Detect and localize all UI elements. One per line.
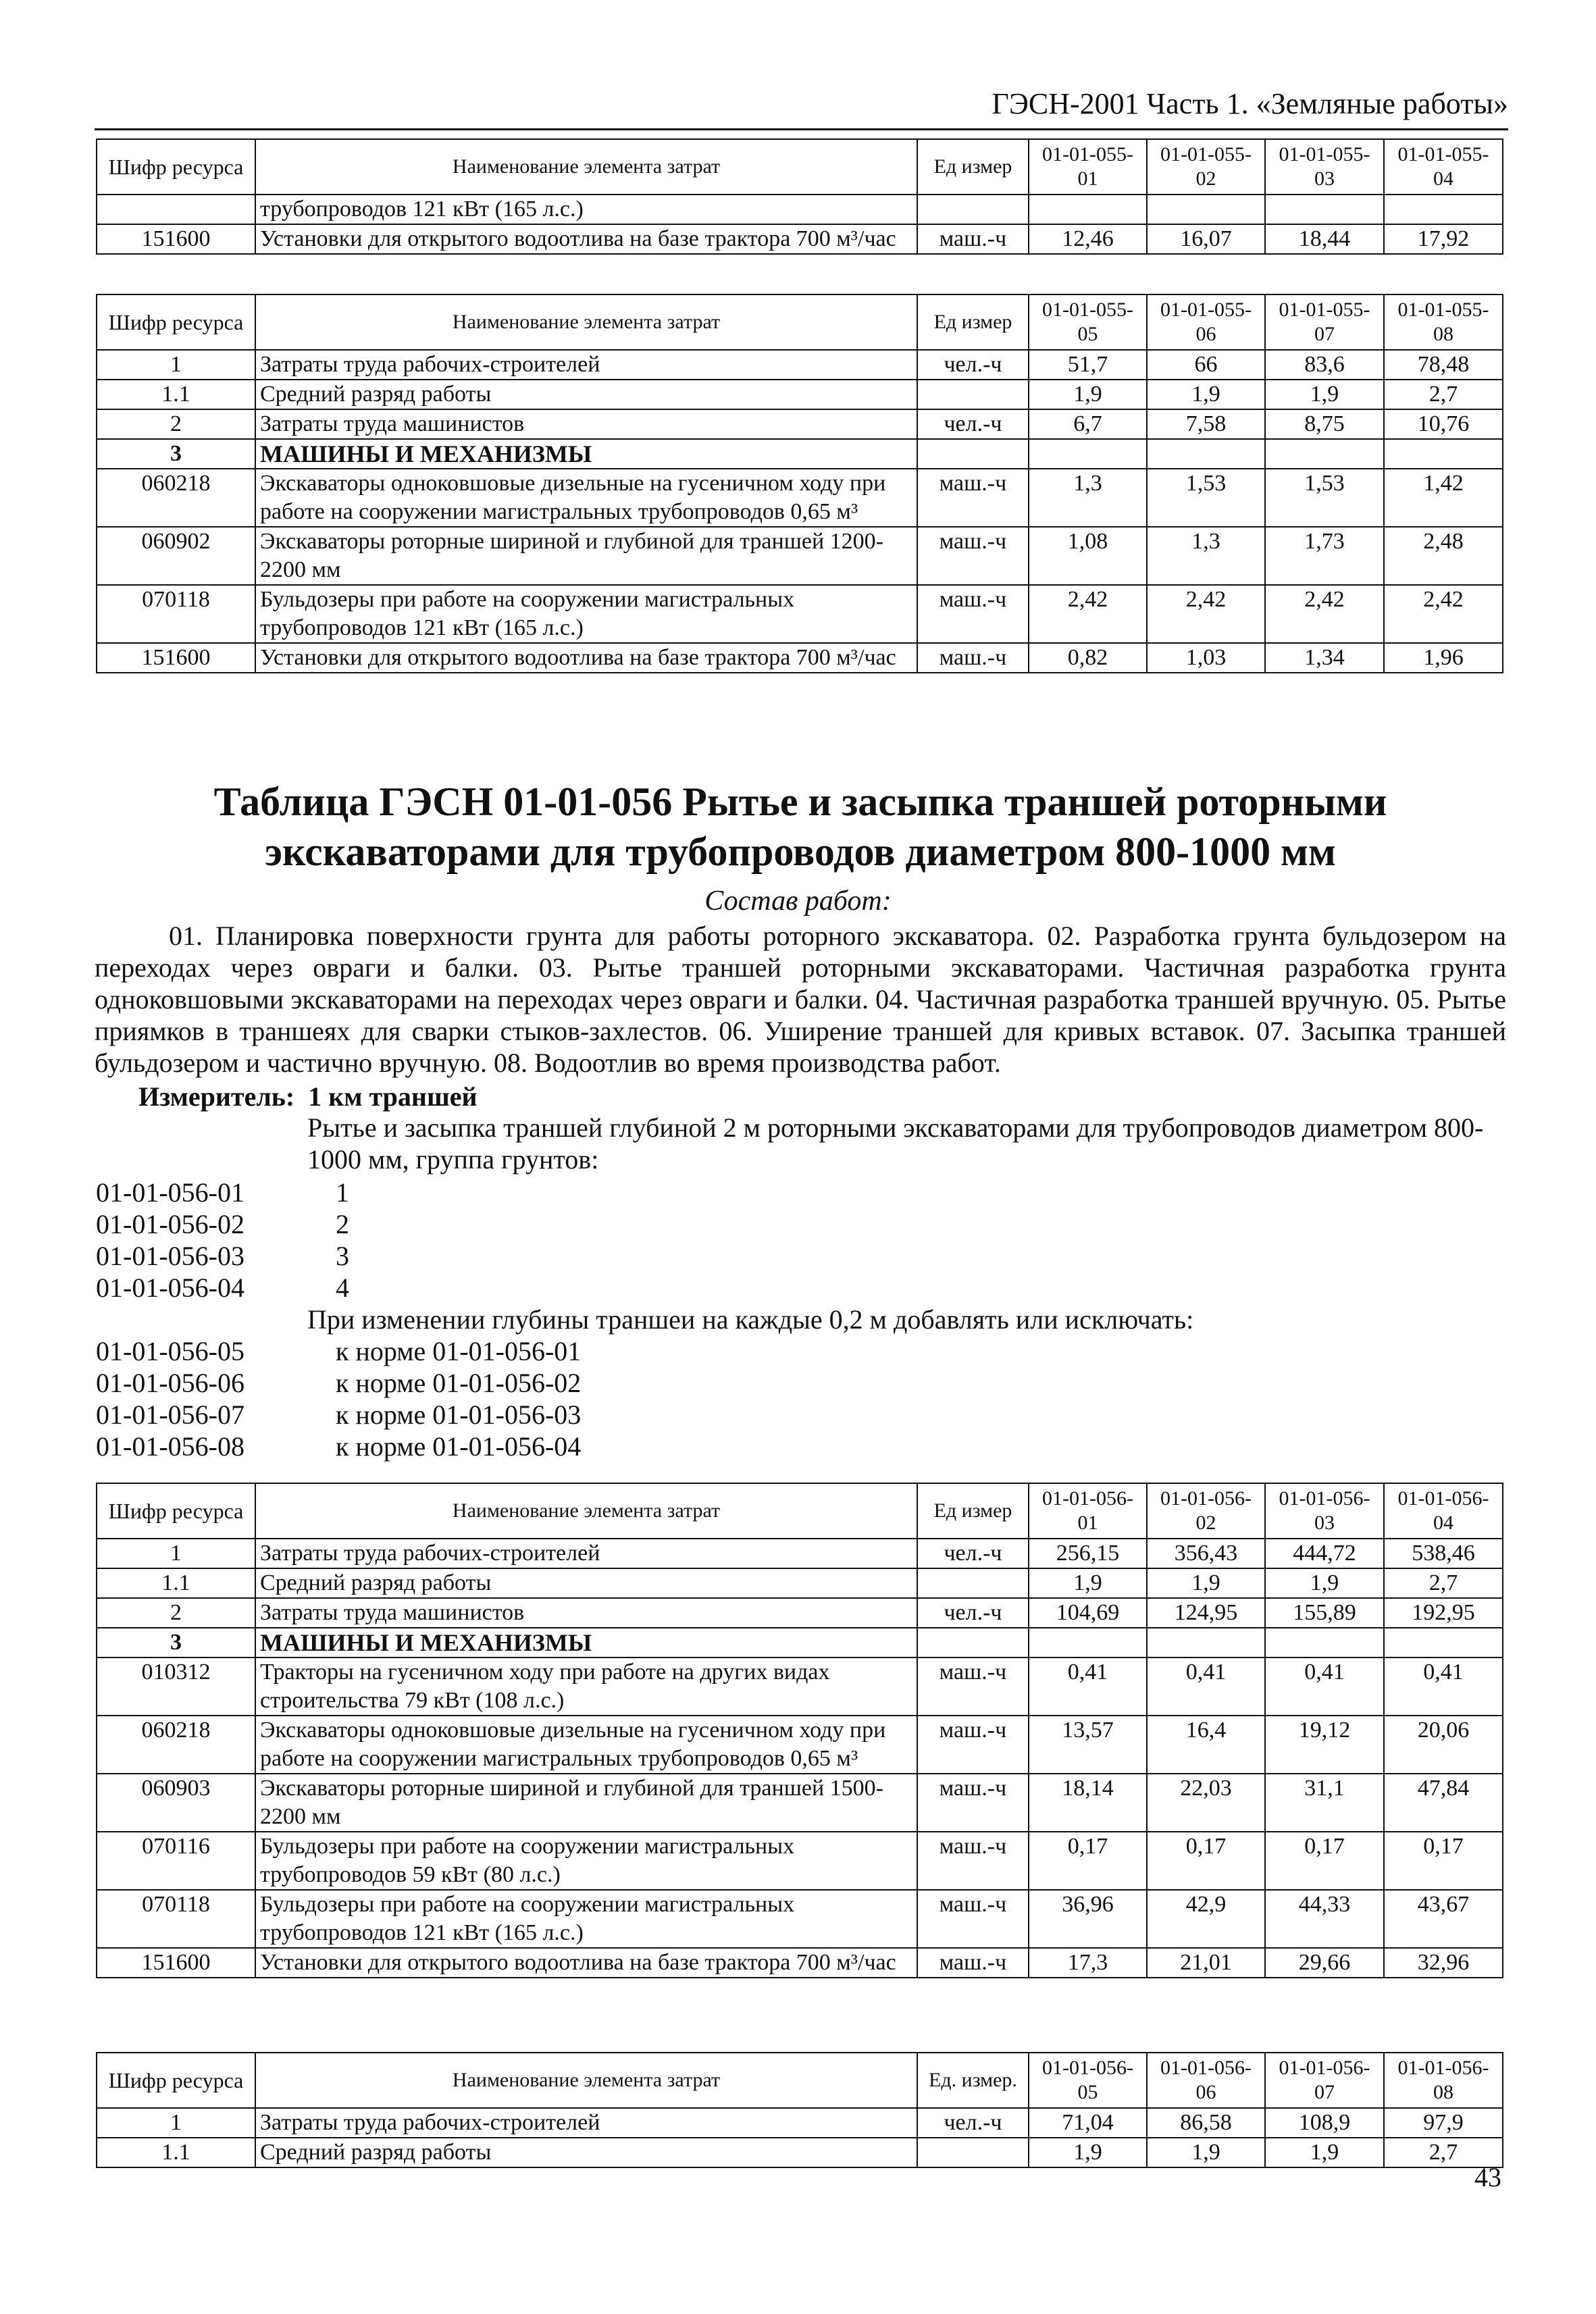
norm-code-value: 4 — [336, 1272, 349, 1303]
cell-code: 010312 — [97, 1657, 255, 1716]
cell-name: Экскаваторы одноковшовые дизельные на гусеничном ходу при работе на сооружении магистральных трубопроводов 0,65 м³ — [255, 1716, 917, 1774]
cell-unit — [917, 439, 1029, 469]
table-row — [97, 350, 1503, 380]
cell-code: 070118 — [97, 585, 255, 643]
header-unit: Ед измер — [917, 1483, 1029, 1539]
header-name: Наименование элемента затрат — [255, 294, 917, 350]
cell-value — [1265, 1628, 1384, 1657]
cell-value: 51,7 — [1029, 350, 1147, 380]
cell-value: 1,53 — [1147, 469, 1265, 527]
cell-value: 71,04 — [1029, 2108, 1147, 2138]
header-code: Шифр ресурса — [97, 2053, 255, 2108]
norm-code: 01-01-056-01 — [96, 1177, 244, 1208]
cell-value: 108,9 — [1265, 2108, 1384, 2138]
cell-value: 1,9 — [1147, 2138, 1265, 2167]
norm-table-055-part2 — [96, 294, 1503, 673]
cell-name: Средний разряд работы — [255, 380, 917, 409]
table-row — [97, 2108, 1503, 2138]
cell-code: 1.1 — [97, 380, 255, 409]
cell-value: 124,95 — [1147, 1598, 1265, 1628]
cell-value: 83,6 — [1265, 350, 1384, 380]
norm-code-value: к норме 01-01-056-01 — [336, 1336, 582, 1366]
cell-code: 2 — [97, 409, 255, 439]
cell-value: 1,3 — [1147, 527, 1265, 585]
norm-table-056-part1 — [96, 1483, 1503, 1978]
norm-code: 01-01-056-04 — [96, 1272, 244, 1303]
cell-code: 1.1 — [97, 1568, 255, 1598]
table-row — [97, 1774, 1503, 1832]
norm-description-increment: При изменении глубины траншеи на каждые 0,2 м добавлять или исключать: — [307, 1304, 1194, 1335]
norm-code-value: к норме 01-01-056-04 — [336, 1431, 582, 1462]
cell-name: Бульдозеры при работе на сооружении магистральных трубопроводов 121 кВт (165 л.с.) — [255, 1890, 917, 1948]
norm-code-line — [96, 1367, 582, 1399]
cell-value — [1384, 1628, 1503, 1657]
norm-code: 01-01-056-03 — [96, 1241, 244, 1271]
composition-text: 01. Планировка поверхности грунта для работы роторного экскаватора. 02. Разработка грунта бульдозером на переходах через овраги и балки. 03. Рытье траншей роторными экскаваторами. Частичная разработка грунта одноковшовыми экскаваторами на переходах через овраги и балки. 04. Частичная разработка траншей вручную. 05. Рытье приямков в траншеях для сварки стыков-захлестов. 06. Уширение траншей для кривых вставок. 07. Засыпка траншей бульдозером и частично вручную. 08. Водоотлив во время производства работ. — [95, 921, 1506, 1078]
table-row — [97, 409, 1503, 439]
header-unit: Ед измер — [917, 139, 1029, 195]
cell-value: 2,42 — [1147, 585, 1265, 643]
header-col-4: 01-01-056-04 — [1384, 1483, 1503, 1539]
cell-unit: чел.-ч — [917, 1539, 1029, 1568]
cell-name: Экскаваторы роторные шириной и глубиной для траншей 1200-2200 мм — [255, 527, 917, 585]
cell-name: трубопроводов 121 кВт (165 л.с.) — [255, 195, 917, 224]
cell-code — [97, 195, 255, 224]
table-row — [97, 1568, 1503, 1598]
cell-value: 1,73 — [1265, 527, 1384, 585]
cell-value: 155,89 — [1265, 1598, 1384, 1628]
cell-value: 0,41 — [1029, 1657, 1147, 1716]
norm-code-value: 2 — [336, 1209, 349, 1239]
cell-code: 2 — [97, 1598, 255, 1628]
header-unit: Ед измер — [917, 294, 1029, 350]
norm-code-line — [96, 1208, 349, 1240]
cell-value: 1,9 — [1265, 2138, 1384, 2167]
cell-value: 0,17 — [1029, 1832, 1147, 1890]
norm-code-value: 1 — [336, 1177, 349, 1208]
cell-unit: маш.-ч — [917, 1890, 1029, 1948]
page-number: 43 — [1474, 2162, 1501, 2192]
cell-value: 1,96 — [1384, 643, 1503, 673]
cell-value: 21,01 — [1147, 1948, 1265, 1978]
cell-value: 0,82 — [1029, 643, 1147, 673]
cell-value: 1,34 — [1265, 643, 1384, 673]
table-row — [97, 1628, 1503, 1657]
table-row — [97, 1598, 1503, 1628]
cell-value: 1,9 — [1029, 2138, 1147, 2167]
norm-code-value: 3 — [336, 1241, 349, 1271]
cell-name: Бульдозеры при работе на сооружении магистральных трубопроводов 121 кВт (165 л.с.) — [255, 585, 917, 643]
header-col-4: 01-01-055-04 — [1384, 139, 1503, 195]
cell-value: 8,75 — [1265, 409, 1384, 439]
cell-unit: маш.-ч — [917, 1774, 1029, 1832]
norm-code: 01-01-056-06 — [96, 1368, 244, 1398]
cell-name: Затраты труда рабочих-строителей — [255, 350, 917, 380]
norm-code-line — [96, 1431, 582, 1462]
cell-value: 31,1 — [1265, 1774, 1384, 1832]
cell-value: 2,7 — [1384, 2138, 1503, 2167]
header-col-2: 01-01-055-02 — [1147, 139, 1265, 195]
table-row — [97, 195, 1503, 224]
table-row — [97, 439, 1503, 469]
cell-value: 256,15 — [1029, 1539, 1147, 1568]
meter — [138, 1081, 478, 1112]
table-row — [97, 527, 1503, 585]
composition-title: Состав работ: — [704, 885, 892, 917]
cell-value: 36,96 — [1029, 1890, 1147, 1948]
header-col-1: 01-01-055-05 — [1029, 294, 1147, 350]
cell-value: 19,12 — [1265, 1716, 1384, 1774]
cell-value: 66 — [1147, 350, 1265, 380]
norm-table-055-part1 — [96, 138, 1503, 255]
cell-value: 18,14 — [1029, 1774, 1147, 1832]
cell-value: 1,9 — [1029, 380, 1147, 409]
header-col-2: 01-01-055-06 — [1147, 294, 1265, 350]
cell-value: 86,58 — [1147, 2108, 1265, 2138]
header-col-1: 01-01-056-01 — [1029, 1483, 1147, 1539]
cell-value: 16,4 — [1147, 1716, 1265, 1774]
cell-value: 44,33 — [1265, 1890, 1384, 1948]
norm-code-line — [96, 1177, 349, 1208]
cell-name: Бульдозеры при работе на сооружении магистральных трубопроводов 59 кВт (80 л.с.) — [255, 1832, 917, 1890]
cell-value: 538,46 — [1384, 1539, 1503, 1568]
cell-value: 47,84 — [1384, 1774, 1503, 1832]
cell-value: 43,67 — [1384, 1890, 1503, 1948]
cell-unit: маш.-ч — [917, 1716, 1029, 1774]
table-row — [97, 1716, 1503, 1774]
header-name: Наименование элемента затрат — [255, 139, 917, 195]
cell-value — [1147, 1628, 1265, 1657]
cell-value: 2,42 — [1029, 585, 1147, 643]
cell-value: 0,17 — [1384, 1832, 1503, 1890]
cell-value: 2,7 — [1384, 380, 1503, 409]
cell-name: Затраты труда машинистов — [255, 409, 917, 439]
table-body — [97, 350, 1503, 673]
cell-unit — [917, 1628, 1029, 1657]
header-code: Шифр ресурса — [97, 139, 255, 195]
cell-unit: маш.-ч — [917, 643, 1029, 673]
cell-unit: маш.-ч — [917, 527, 1029, 585]
cell-name: Средний разряд работы — [255, 2138, 917, 2167]
cell-value: 192,95 — [1384, 1598, 1503, 1628]
header-rule — [95, 128, 1508, 130]
cell-value: 0,17 — [1265, 1832, 1384, 1890]
cell-value: 1,9 — [1147, 1568, 1265, 1598]
table-header — [97, 1483, 1503, 1539]
cell-code: 1 — [97, 2108, 255, 2138]
cell-code: 060218 — [97, 1716, 255, 1774]
cell-unit: чел.-ч — [917, 350, 1029, 380]
header-col-2: 01-01-056-06 — [1147, 2053, 1265, 2108]
cell-value: 7,58 — [1147, 409, 1265, 439]
cell-value: 104,69 — [1029, 1598, 1147, 1628]
cell-value: 2,7 — [1384, 1568, 1503, 1598]
header-col-1: 01-01-055-01 — [1029, 139, 1147, 195]
cell-unit: маш.-ч — [917, 585, 1029, 643]
header-code: Шифр ресурса — [97, 294, 255, 350]
cell-name: Установки для открытого водоотлива на базе трактора 700 м³/час — [255, 643, 917, 673]
cell-unit: маш.-ч — [917, 1657, 1029, 1716]
cell-value: 16,07 — [1147, 224, 1265, 254]
cell-unit: маш.-ч — [917, 1948, 1029, 1978]
cell-code: 060218 — [97, 469, 255, 527]
cell-code: 070116 — [97, 1832, 255, 1890]
cell-value: 0,17 — [1147, 1832, 1265, 1890]
cell-name: МАШИНЫ И МЕХАНИЗМЫ — [255, 439, 917, 469]
cell-value — [1029, 195, 1147, 224]
cell-value: 17,3 — [1029, 1948, 1147, 1978]
cell-unit — [917, 1568, 1029, 1598]
table-row — [97, 2138, 1503, 2167]
table-body — [97, 195, 1503, 254]
cell-code: 3 — [97, 439, 255, 469]
cell-value: 1,08 — [1029, 527, 1147, 585]
cell-code: 060903 — [97, 1774, 255, 1832]
header-col-1: 01-01-056-05 — [1029, 2053, 1147, 2108]
cell-value: 20,06 — [1384, 1716, 1503, 1774]
cell-value — [1147, 195, 1265, 224]
cell-code: 151600 — [97, 1948, 255, 1978]
cell-unit: маш.-ч — [917, 224, 1029, 254]
table-row — [97, 380, 1503, 409]
table-body — [97, 1539, 1503, 1978]
cell-name: Установки для открытого водоотлива на базе трактора 700 м³/час — [255, 224, 917, 254]
cell-value: 0,41 — [1384, 1657, 1503, 1716]
table-row — [97, 643, 1503, 673]
header-col-3: 01-01-056-03 — [1265, 1483, 1384, 1539]
table-row — [97, 1832, 1503, 1890]
cell-name: Тракторы на гусеничном ходу при работе на других видах строительства 79 кВт (108 л.с.) — [255, 1657, 917, 1716]
cell-value: 1,9 — [1265, 380, 1384, 409]
cell-unit: чел.-ч — [917, 409, 1029, 439]
cell-value: 0,41 — [1265, 1657, 1384, 1716]
norm-table-056-part2 — [96, 2052, 1503, 2168]
cell-value: 10,76 — [1384, 409, 1503, 439]
table-header — [97, 139, 1503, 195]
norm-code-value: к норме 01-01-056-02 — [336, 1368, 582, 1398]
cell-value: 1,3 — [1029, 469, 1147, 527]
table-header — [97, 294, 1503, 350]
cell-value: 1,9 — [1147, 380, 1265, 409]
header-col-2: 01-01-056-02 — [1147, 1483, 1265, 1539]
cell-value: 2,42 — [1265, 585, 1384, 643]
cell-unit — [917, 195, 1029, 224]
cell-value: 78,48 — [1384, 350, 1503, 380]
cell-value: 6,7 — [1029, 409, 1147, 439]
header-col-4: 01-01-055-08 — [1384, 294, 1503, 350]
cell-name: Затраты труда рабочих-строителей — [255, 1539, 917, 1568]
cell-name: Средний разряд работы — [255, 1568, 917, 1598]
header-name: Наименование элемента затрат — [255, 2053, 917, 2108]
cell-value: 22,03 — [1147, 1774, 1265, 1832]
norm-code: 01-01-056-05 — [96, 1336, 244, 1366]
cell-value: 1,9 — [1029, 1568, 1147, 1598]
cell-unit — [917, 2138, 1029, 2167]
header-name: Наименование элемента затрат — [255, 1483, 917, 1539]
table-row — [97, 224, 1503, 254]
table-row — [97, 1657, 1503, 1716]
norm-code-value: к норме 01-01-056-03 — [336, 1399, 582, 1430]
table-row — [97, 585, 1503, 643]
running-head: ГЭСН-2001 Часть 1. «Земляные работы» — [992, 87, 1508, 120]
cell-value: 18,44 — [1265, 224, 1384, 254]
cell-value: 32,96 — [1384, 1948, 1503, 1978]
norm-code-line — [96, 1272, 349, 1304]
table-body — [97, 2108, 1503, 2167]
section-title: Таблица ГЭСН 01-01-056 Рытье и засыпка траншей роторными экскаваторами для трубопроводов диаметром 800-1000 мм — [213, 779, 1387, 874]
cell-name: МАШИНЫ И МЕХАНИЗМЫ — [255, 1628, 917, 1657]
cell-value: 1,53 — [1265, 469, 1384, 527]
cell-value: 444,72 — [1265, 1539, 1384, 1568]
cell-code: 151600 — [97, 643, 255, 673]
cell-value — [1265, 195, 1384, 224]
cell-code: 1 — [97, 1539, 255, 1568]
cell-code: 1.1 — [97, 2138, 255, 2167]
cell-value — [1384, 195, 1503, 224]
meter-value: 1 км траншей — [308, 1081, 478, 1112]
table-row — [97, 469, 1503, 527]
cell-code: 1 — [97, 350, 255, 380]
table-row — [97, 1948, 1503, 1978]
norm-code: 01-01-056-02 — [96, 1209, 244, 1239]
cell-value — [1384, 439, 1503, 469]
cell-value: 42,9 — [1147, 1890, 1265, 1948]
cell-name: Установки для открытого водоотлива на базе трактора 700 м³/час — [255, 1948, 917, 1978]
cell-code: 151600 — [97, 224, 255, 254]
cell-value — [1029, 439, 1147, 469]
header-col-3: 01-01-055-07 — [1265, 294, 1384, 350]
cell-value: 29,66 — [1265, 1948, 1384, 1978]
header-col-3: 01-01-056-07 — [1265, 2053, 1384, 2108]
cell-value — [1147, 439, 1265, 469]
cell-value — [1029, 1628, 1147, 1657]
header-col-4: 01-01-056-08 — [1384, 2053, 1503, 2108]
table-header — [97, 2053, 1503, 2108]
cell-name: Экскаваторы одноковшовые дизельные на гусеничном ходу при работе на сооружении магистральных трубопроводов 0,65 м³ — [255, 469, 917, 527]
cell-value: 12,46 — [1029, 224, 1147, 254]
cell-value — [1265, 439, 1384, 469]
cell-value: 97,9 — [1384, 2108, 1503, 2138]
table-row — [97, 1890, 1503, 1948]
cell-unit: чел.-ч — [917, 2108, 1029, 2138]
cell-name: Затраты труда машинистов — [255, 1598, 917, 1628]
cell-code: 070118 — [97, 1890, 255, 1948]
norm-code-line — [96, 1240, 349, 1272]
cell-value: 2,42 — [1384, 585, 1503, 643]
header-unit: Ед. измер. — [917, 2053, 1029, 2108]
cell-value: 13,57 — [1029, 1716, 1147, 1774]
cell-value: 0,41 — [1147, 1657, 1265, 1716]
cell-value: 17,92 — [1384, 224, 1503, 254]
norm-code-line — [96, 1399, 582, 1431]
cell-code: 060902 — [97, 527, 255, 585]
norm-description-depth: Рытье и засыпка траншей глубиной 2 м роторными экскаваторами для трубопроводов диаметром 800-1000 мм, группа грунтов: — [307, 1112, 1484, 1175]
cell-value: 356,43 — [1147, 1539, 1265, 1568]
cell-value: 1,42 — [1384, 469, 1503, 527]
cell-unit: чел.-ч — [917, 1598, 1029, 1628]
norm-code: 01-01-056-08 — [96, 1431, 244, 1462]
norm-code: 01-01-056-07 — [96, 1399, 244, 1430]
cell-unit: маш.-ч — [917, 1832, 1029, 1890]
header-col-3: 01-01-055-03 — [1265, 139, 1384, 195]
header-code: Шифр ресурса — [97, 1483, 255, 1539]
cell-unit: маш.-ч — [917, 469, 1029, 527]
meter-label: Измеритель: — [138, 1081, 295, 1112]
cell-name: Экскаваторы роторные шириной и глубиной для траншей 1500-2200 мм — [255, 1774, 917, 1832]
cell-unit — [917, 380, 1029, 409]
cell-value: 2,48 — [1384, 527, 1503, 585]
cell-value: 1,9 — [1265, 1568, 1384, 1598]
cell-name: Затраты труда рабочих-строителей — [255, 2108, 917, 2138]
cell-value: 1,03 — [1147, 643, 1265, 673]
table-row — [97, 1539, 1503, 1568]
cell-code: 3 — [97, 1628, 255, 1657]
norm-code-line — [96, 1335, 582, 1367]
